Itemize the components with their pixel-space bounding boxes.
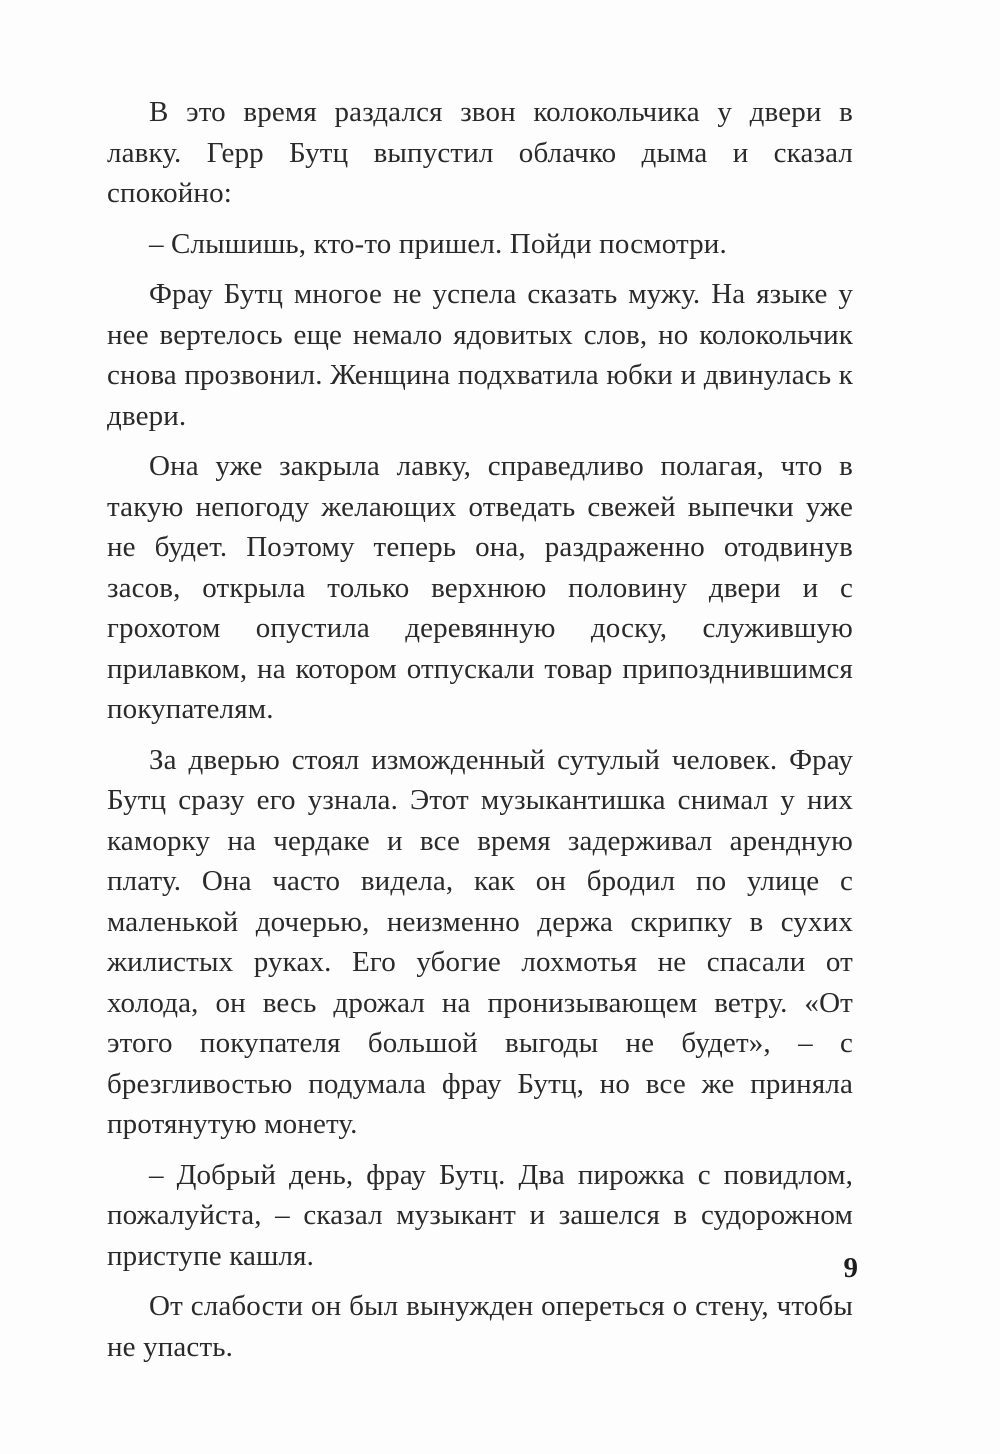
paragraph-2: – Слышишь, кто-то пришел. Пойди посмотри.	[149, 227, 727, 260]
paragraph-7: От слабости он был вынужден опереться о стену, чтобы не упасть.	[107, 1290, 853, 1363]
page-number: 9	[843, 1252, 858, 1284]
body-text	[107, 92, 853, 1377]
paragraph-5: За дверью стоял изможденный сутулый человек. Фрау Бутц сразу его узнала. Этот музыкантишка снимал у них каморку на чердаке и все время задерживал арендную плату. Она часто видела, как он бродил по улице с маленькой дочерью, неизменно держа скрипку в сухих жилистых руках. Его убогие лохмотья не спасали от холода, он весь дрожал на пронизывающем ветру. «От этого покупателя большой выгоды не будет», – с брезгливостью подумала фрау Бутц, но все же приняла протянутую монету.	[107, 743, 853, 1140]
paragraph-1: В это время раздался звон колокольчика у двери в лавку. Герр Бутц выпустил облачко дыма и сказал спокойно:	[107, 96, 853, 209]
paragraph-6: – Добрый день, фрау Бутц. Два пирожка с повидлом, пожалуйста, – сказал музыкант и зашелся в судорожном приступе кашля.	[107, 1158, 853, 1272]
paragraph-4: Она уже закрыла лавку, справедливо полагая, что в такую непогоду желающих отведать свежей выпечки уже не будет. Поэтому теперь она, раздраженно отодвинув засов, открыла только верхнюю половину двери и с грохотом опустила деревянную доску, служившую прилавком, на котором отпускали товар припозднившимся покупателям.	[107, 450, 853, 725]
paragraph-3: Фрау Бутц многое не успела сказать мужу. На языке у нее вертелось еще немало ядовитых слов, но колокольчик снова прозвонил. Женщина подхватила юбки и двинулась к двери.	[107, 278, 853, 432]
